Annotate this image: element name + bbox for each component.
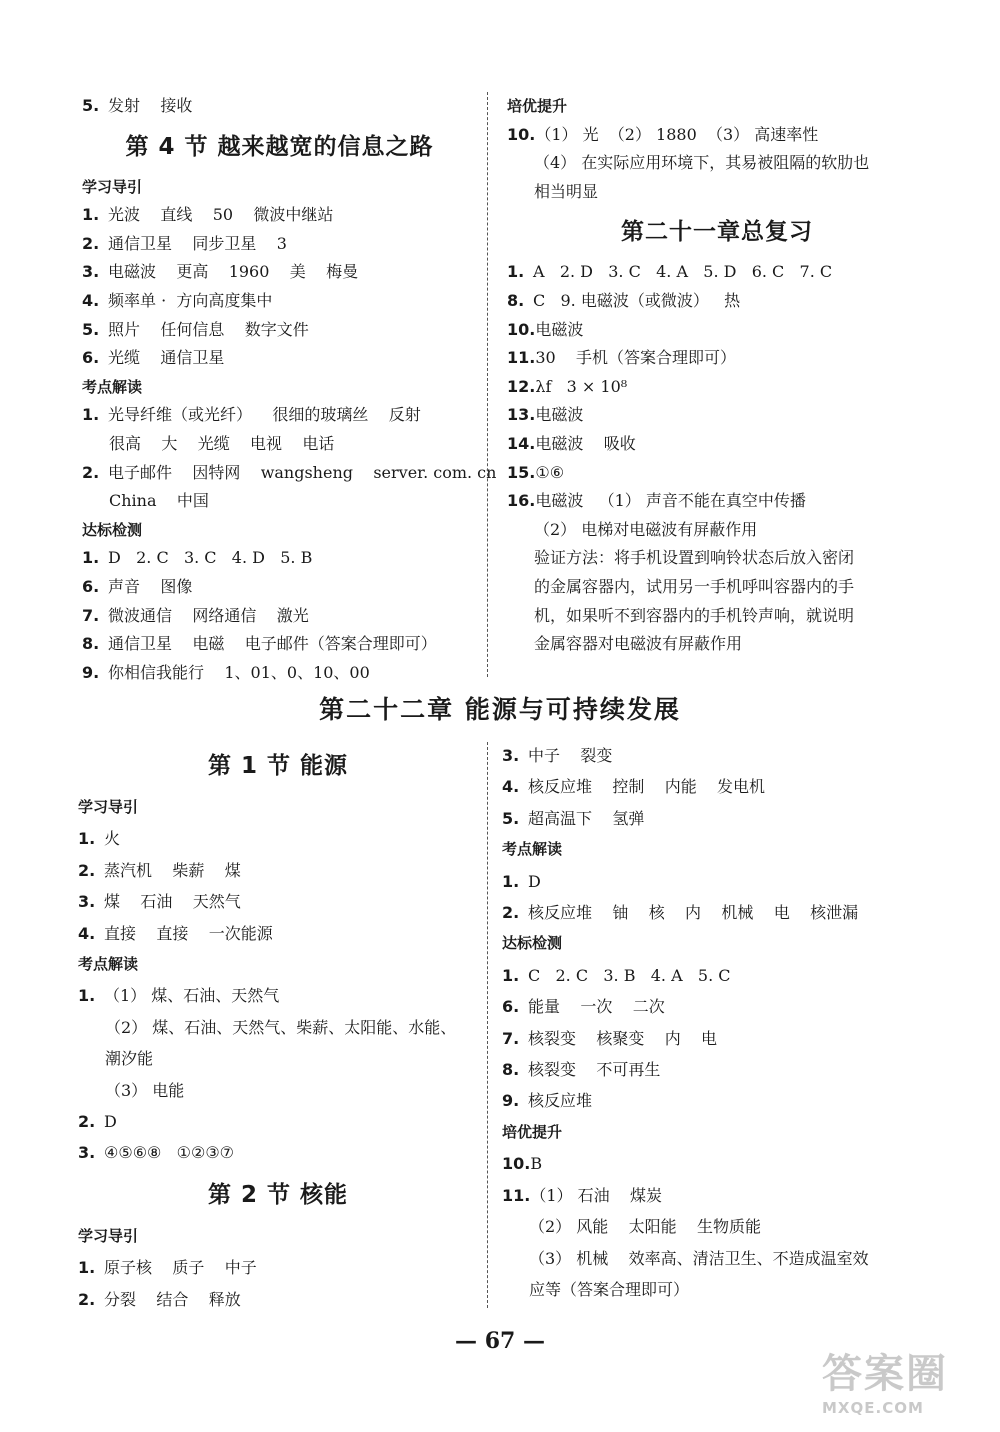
answer-line: [82, 573, 477, 602]
answer-text: 相当明显: [534, 181, 599, 201]
answer-line: [82, 287, 477, 316]
item-number: 8.: [507, 290, 525, 310]
answer-text: 电磁波 吸收: [535, 433, 636, 453]
answer-text: ①⑥: [535, 462, 565, 482]
answer-text: 核反应堆: [528, 1091, 593, 1111]
answer-line: [502, 1180, 922, 1211]
answer-line: [507, 573, 927, 602]
answer-list: [78, 980, 478, 1168]
answer-line: [507, 149, 927, 178]
item-number: 15.: [507, 462, 536, 482]
answer-line: [507, 121, 927, 150]
subsection-heading: 达标检测: [82, 520, 143, 539]
answer-line: [507, 630, 927, 659]
answer-text: 电磁波: [535, 405, 584, 425]
watermark-logo: 答案圈: [822, 1351, 948, 1397]
item-number: 6.: [82, 348, 100, 368]
answer-line: [82, 630, 477, 659]
item-number: 4.: [78, 923, 96, 943]
item-number: 10.: [502, 1154, 531, 1174]
answer-text: 频率单 · 方向高度集中: [108, 290, 273, 310]
item-number: 5.: [82, 319, 100, 339]
answer-line: [507, 401, 927, 430]
bottom-left-column: [78, 740, 478, 1315]
column-divider: [487, 92, 488, 677]
item-number: 11.: [507, 348, 536, 368]
item-number: 6.: [82, 576, 100, 596]
review-title: 第二十一章总复习: [621, 219, 813, 246]
answer-line: [82, 430, 477, 459]
answer-list: [502, 740, 922, 834]
answer-line: [78, 1137, 478, 1168]
answer-list: [502, 866, 922, 929]
answer-text: 核反应堆 铀 核 内 机械 电 核泄漏: [528, 903, 859, 923]
answer-text: 核裂变 核聚变 内 电: [528, 1028, 718, 1048]
item-number: 5.: [502, 808, 520, 828]
item-number: 3.: [78, 1143, 96, 1163]
answer-text: 超高温下 氢弹: [528, 808, 645, 828]
answer-text: 直接 直接 一次能源: [104, 923, 273, 943]
answer-text: （2） 煤、石油、天然气、柴薪、太阳能、水能、: [105, 1017, 457, 1037]
subsection-heading: 学习导引: [82, 177, 143, 196]
answer-text: 很高 大 光缆 电视 电话: [109, 433, 335, 453]
answer-text: A 2. D 3. C 4. A 5. D 6. C 7. C: [533, 262, 833, 282]
answer-text: （1） 石油 煤炭: [530, 1185, 662, 1205]
answer-line: 5. 发射 接收: [82, 96, 193, 115]
answer-text: （2） 电梯对电磁波有屏蔽作用: [534, 519, 758, 539]
answer-line: [82, 544, 477, 573]
section-title: 第 4 节 越来越宽的信息之路: [125, 133, 434, 160]
subsection-heading: 考点解读: [502, 840, 563, 859]
item-number: 2.: [502, 903, 520, 923]
answer-line: [502, 897, 922, 928]
subsection-heading: 达标检测: [502, 934, 563, 953]
answer-list: [507, 258, 927, 658]
answer-line: [507, 258, 927, 287]
subsection-heading: 学习导引: [78, 798, 139, 816]
answer-line: [82, 258, 477, 287]
subsection-heading: 学习导引: [78, 1226, 139, 1245]
item-number: 8.: [82, 634, 100, 654]
answer-line: [78, 1043, 478, 1074]
answer-line: [507, 602, 927, 631]
answer-line: [82, 344, 477, 373]
item-number: 8.: [502, 1060, 520, 1080]
answer-text: B: [530, 1154, 543, 1174]
item-number: 3.: [502, 746, 520, 765]
answer-line: [502, 1023, 922, 1054]
answer-text: 电磁波 （1） 声音不能在真空中传播: [535, 491, 806, 511]
answer-text: C 2. C 3. B 4. A 5. C: [528, 965, 731, 985]
answer-line: [78, 855, 478, 886]
answer-line: [502, 740, 922, 771]
answer-list: [507, 121, 927, 207]
answer-line: [507, 373, 927, 402]
answer-text: D: [104, 1112, 117, 1132]
item-number: 3.: [82, 262, 100, 282]
answer-text: 验证方法：将手机设置到响铃状态后放入密闭: [534, 548, 855, 568]
item-number: 1.: [82, 548, 100, 568]
answer-line: [502, 1211, 922, 1242]
item-number: 1.: [502, 871, 520, 891]
answer-text: 的金属容器内，试用另一手机呼叫容器内的手: [534, 576, 855, 596]
item-number: 14.: [507, 433, 536, 453]
answer-text: 核反应堆 控制 内能 发电机: [528, 777, 766, 797]
item-number: 1.: [507, 262, 525, 282]
answer-line: [78, 1284, 478, 1315]
section-title: 第 1 节 能源: [207, 753, 349, 779]
answer-line: [502, 1274, 922, 1305]
answer-line: [78, 1075, 478, 1106]
answer-list: [78, 1252, 478, 1315]
answer-text: D 2. C 3. C 4. D 5. B: [108, 548, 313, 568]
answer-text: λf 3 × 10⁸: [535, 376, 628, 396]
item-number: 1.: [82, 405, 100, 425]
subsection-heading: 培优提升: [502, 1122, 563, 1141]
answer-text: 分裂 结合 释放: [104, 1289, 241, 1309]
answer-list: [78, 823, 478, 949]
answer-line: [507, 287, 927, 316]
item-number: 11.: [502, 1185, 531, 1205]
item-number: 2.: [82, 462, 100, 482]
item-number: 1.: [78, 829, 96, 849]
page-number: — 67 —: [455, 1328, 545, 1354]
column-divider: [487, 742, 488, 1308]
answer-text: 潮汐能: [105, 1049, 154, 1069]
item-number: 2.: [78, 860, 96, 880]
item-number: 12.: [507, 376, 536, 396]
answer-text: C 9. 电磁波（或微波） 热: [533, 290, 741, 310]
answer-line: [82, 459, 497, 488]
answer-text: 电子邮件 因特网 wangsheng server. com. cn: [108, 462, 497, 482]
bottom-right-column: [502, 740, 922, 1305]
section-title: 第 2 节 核能: [207, 1181, 349, 1208]
answer-line: [507, 178, 927, 207]
answer-line: [82, 316, 477, 345]
item-number: 4.: [82, 290, 100, 310]
item-number: 1.: [78, 1258, 96, 1278]
answer-line: [82, 659, 477, 688]
answer-line: [78, 886, 478, 917]
answer-line: [507, 544, 927, 573]
answer-line: [507, 487, 927, 516]
answer-text: 通信卫星 同步卫星 3: [108, 233, 287, 253]
item-number: 2.: [82, 233, 100, 253]
answer-text: 原子核 质子 中子: [104, 1258, 257, 1278]
item-number: 4.: [502, 777, 520, 797]
item-number: 7.: [82, 605, 100, 625]
item-number: 1.: [502, 965, 520, 985]
answer-text: China 中国: [109, 491, 209, 511]
answer-text: 蒸汽机 柴薪 煤: [104, 860, 241, 880]
item-number: 2.: [78, 1289, 96, 1309]
answer-line: [78, 1106, 478, 1137]
item-number: 9.: [82, 662, 100, 682]
answer-line: [502, 1148, 922, 1179]
answer-list: [82, 201, 477, 373]
answer-line: [502, 803, 922, 834]
answer-text: （3） 电能: [105, 1080, 185, 1100]
answer-line: [78, 1252, 478, 1283]
answer-text: 应等（答案合理即可）: [529, 1279, 690, 1299]
answer-text: 金属容器对电磁波有屏蔽作用: [534, 634, 743, 654]
chapter-title: 第二十二章 能源与可持续发展: [319, 695, 681, 724]
answer-text: 机，如果听不到容器内的手机铃声响，就说明: [534, 605, 855, 625]
item-number: 10.: [507, 319, 536, 339]
answer-text: 煤 石油 天然气: [104, 892, 241, 912]
answer-line: [78, 918, 478, 949]
answer-line: [82, 487, 477, 516]
answer-line: [507, 516, 927, 545]
answer-text: （4） 在实际应用环境下，其易被阻隔的软肋也: [534, 153, 870, 173]
answer-line: [82, 401, 477, 430]
answer-line: [502, 1054, 922, 1085]
answer-line: [507, 316, 927, 345]
answer-line: [507, 459, 927, 488]
item-number: 1.: [78, 986, 96, 1006]
item-number: 6.: [502, 997, 520, 1017]
answer-text: 你相信我能行 1、01、0、10、00: [108, 662, 370, 682]
answer-line: [502, 1085, 922, 1116]
answer-text: 照片 任何信息 数字文件: [108, 319, 309, 339]
answer-line: [507, 430, 927, 459]
answer-line: [82, 230, 477, 259]
item-number: 13.: [507, 405, 536, 425]
answer-line: [78, 1012, 478, 1043]
answer-text: （3） 机械 效率高、清洁卫生、不造成温室效: [529, 1248, 869, 1268]
answer-line: [502, 866, 922, 897]
answer-list: [502, 960, 922, 1117]
answer-text: 电磁波 更高 1960 美 梅曼: [108, 262, 359, 282]
answer-text: 电磁波: [535, 319, 584, 339]
answer-text: （2） 风能 太阳能 生物质能: [529, 1217, 761, 1237]
subsection-heading: 培优提升: [507, 97, 568, 115]
answer-list: [82, 544, 477, 687]
answer-text: ④⑤⑥⑧ ①②③⑦: [104, 1143, 235, 1163]
answer-text: 光波 直线 50 微波中继站: [108, 205, 334, 225]
subsection-heading: 考点解读: [78, 955, 139, 974]
item-number: 2.: [78, 1112, 96, 1132]
top-right-column: [507, 92, 927, 659]
answer-line: [502, 1243, 922, 1274]
answer-line: [502, 991, 922, 1022]
answer-line: [82, 201, 477, 230]
answer-list: [502, 1148, 922, 1305]
item-number: 7.: [502, 1028, 520, 1048]
answer-line: [502, 960, 922, 991]
top-left-column: [82, 92, 497, 687]
answer-line: [507, 344, 927, 373]
watermark: [822, 1342, 972, 1422]
answer-line: [82, 602, 477, 631]
item-number: 10.: [507, 124, 536, 144]
answer-text: （1） 煤、石油、天然气: [104, 986, 280, 1006]
answer-text: 火: [104, 829, 121, 849]
item-number: 3.: [78, 892, 96, 912]
watermark-url: MXQE.COM: [822, 1399, 924, 1417]
item-number: 9.: [502, 1091, 520, 1111]
answer-text: D: [528, 871, 541, 891]
answer-text: 光缆 通信卫星: [108, 348, 225, 368]
answer-text: 中子 裂变: [528, 746, 613, 765]
answer-line: [78, 980, 478, 1011]
item-number: 16.: [507, 491, 536, 511]
answer-text: 声音 图像: [108, 576, 193, 596]
answer-text: 通信卫星 电磁 电子邮件（答案合理即可）: [108, 634, 437, 654]
answer-list: [82, 401, 497, 515]
answer-line: [78, 823, 478, 854]
answer-text: （1） 光 （2） 1880 （3） 高速率性: [535, 124, 819, 144]
answer-line: [502, 771, 922, 802]
answer-text: 光导纤维（或光纤） 很细的玻璃丝 反射: [108, 405, 421, 425]
answer-text: 微波通信 网络通信 激光: [108, 605, 309, 625]
item-number: 1.: [82, 205, 100, 225]
answer-text: 30 手机（答案合理即可）: [535, 348, 737, 368]
subsection-heading: 考点解读: [82, 377, 143, 396]
answer-text: 核裂变 不可再生: [528, 1060, 661, 1080]
answer-text: 能量 一次 二次: [528, 997, 665, 1017]
